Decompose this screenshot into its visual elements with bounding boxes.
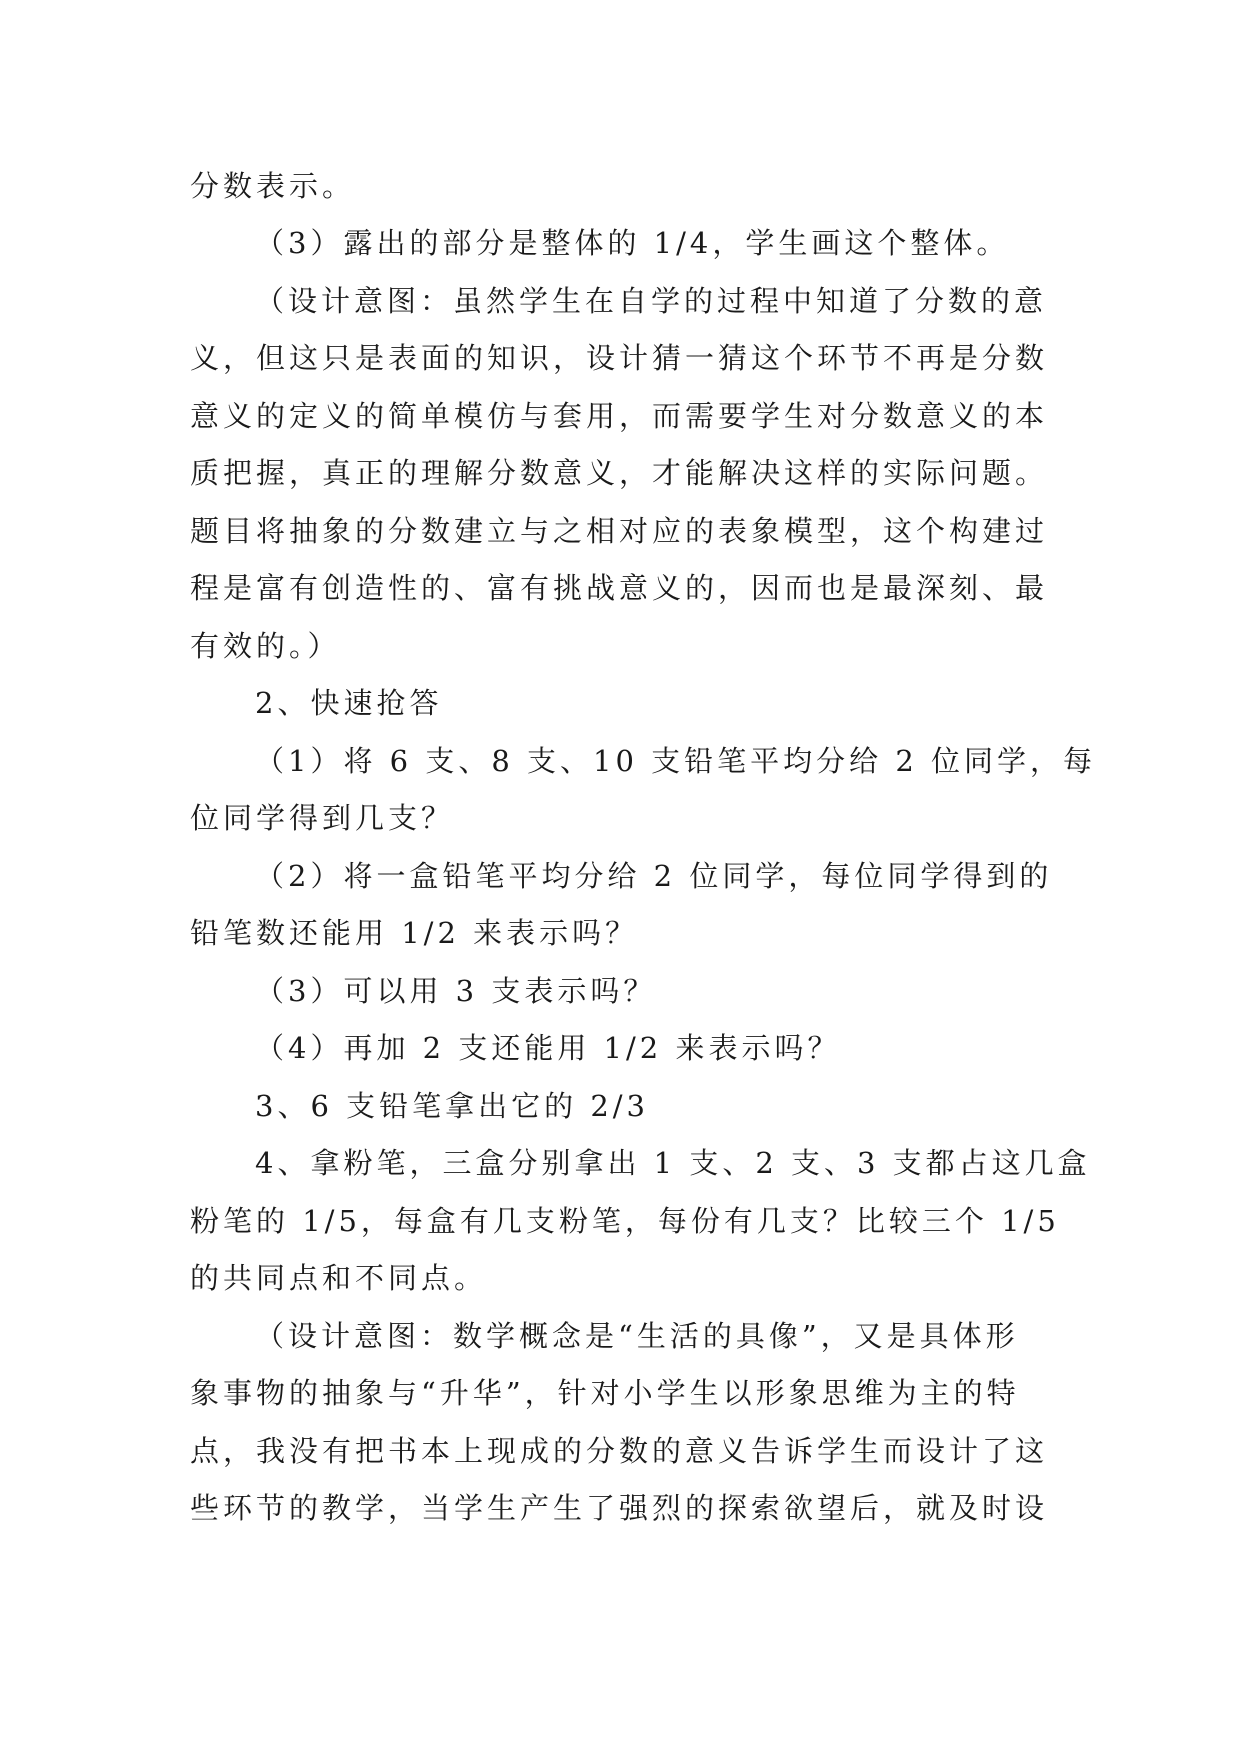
text-line: 意义的定义的简单模仿与套用，而需要学生对分数意义的本 — [190, 399, 1049, 433]
section-heading: 2、快速抢答 — [255, 686, 443, 720]
text-line: （设计意图：数学概念是“生活的具像”，又是具体形 — [255, 1319, 1019, 1353]
text-line: （4）再加 2 支还能用 1/2 来表示吗？ — [255, 1031, 841, 1065]
text-line: 铅笔数还能用 1/2 来表示吗？ — [190, 916, 639, 950]
text-line: 质把握，真正的理解分数意义，才能解决这样的实际问题。 — [190, 456, 1049, 490]
text-line: （1）将 6 支、8 支、10 支铅笔平均分给 2 位同学，每 — [255, 744, 1097, 778]
text-line: 分数表示。 — [190, 169, 356, 203]
text-line: 粉笔的 1/5，每盒有几支粉笔，每份有几支？比较三个 1/5 — [190, 1204, 1060, 1238]
text-line: 程是富有创造性的、富有挑战意义的，因而也是最深刻、最 — [190, 571, 1049, 605]
text-line: （3）可以用 3 支表示吗？ — [255, 974, 657, 1008]
text-line: 有效的。） — [190, 629, 341, 663]
text-line: 位同学得到几支？ — [190, 801, 455, 835]
text-line: 象事物的抽象与“升华”，针对小学生以形象思维为主的特 — [190, 1376, 1020, 1410]
text-line: （3）露出的部分是整体的 1/4，学生画这个整体。 — [255, 226, 1010, 260]
text-line: （设计意图：虽然学生在自学的过程中知道了分数的意 — [255, 284, 1048, 318]
text-line: 的共同点和不同点。 — [190, 1261, 488, 1295]
text-line: 些环节的教学，当学生产生了强烈的探索欲望后，就及时设 — [190, 1491, 1049, 1525]
text-line: 题目将抽象的分数建立与之相对应的表象模型，这个构建过 — [190, 514, 1049, 548]
text-line: 义，但这只是表面的知识，设计猜一猜这个环节不再是分数 — [190, 341, 1049, 375]
section-heading: 4、拿粉笔，三盒分别拿出 1 支、2 支、3 支都占这几盒 — [255, 1146, 1091, 1180]
text-line: （2）将一盒铅笔平均分给 2 位同学，每位同学得到的 — [255, 859, 1053, 893]
section-heading: 3、6 支铅笔拿出它的 2/3 — [255, 1089, 650, 1123]
text-line: 点，我没有把书本上现成的分数的意义告诉学生而设计了这 — [190, 1434, 1049, 1468]
